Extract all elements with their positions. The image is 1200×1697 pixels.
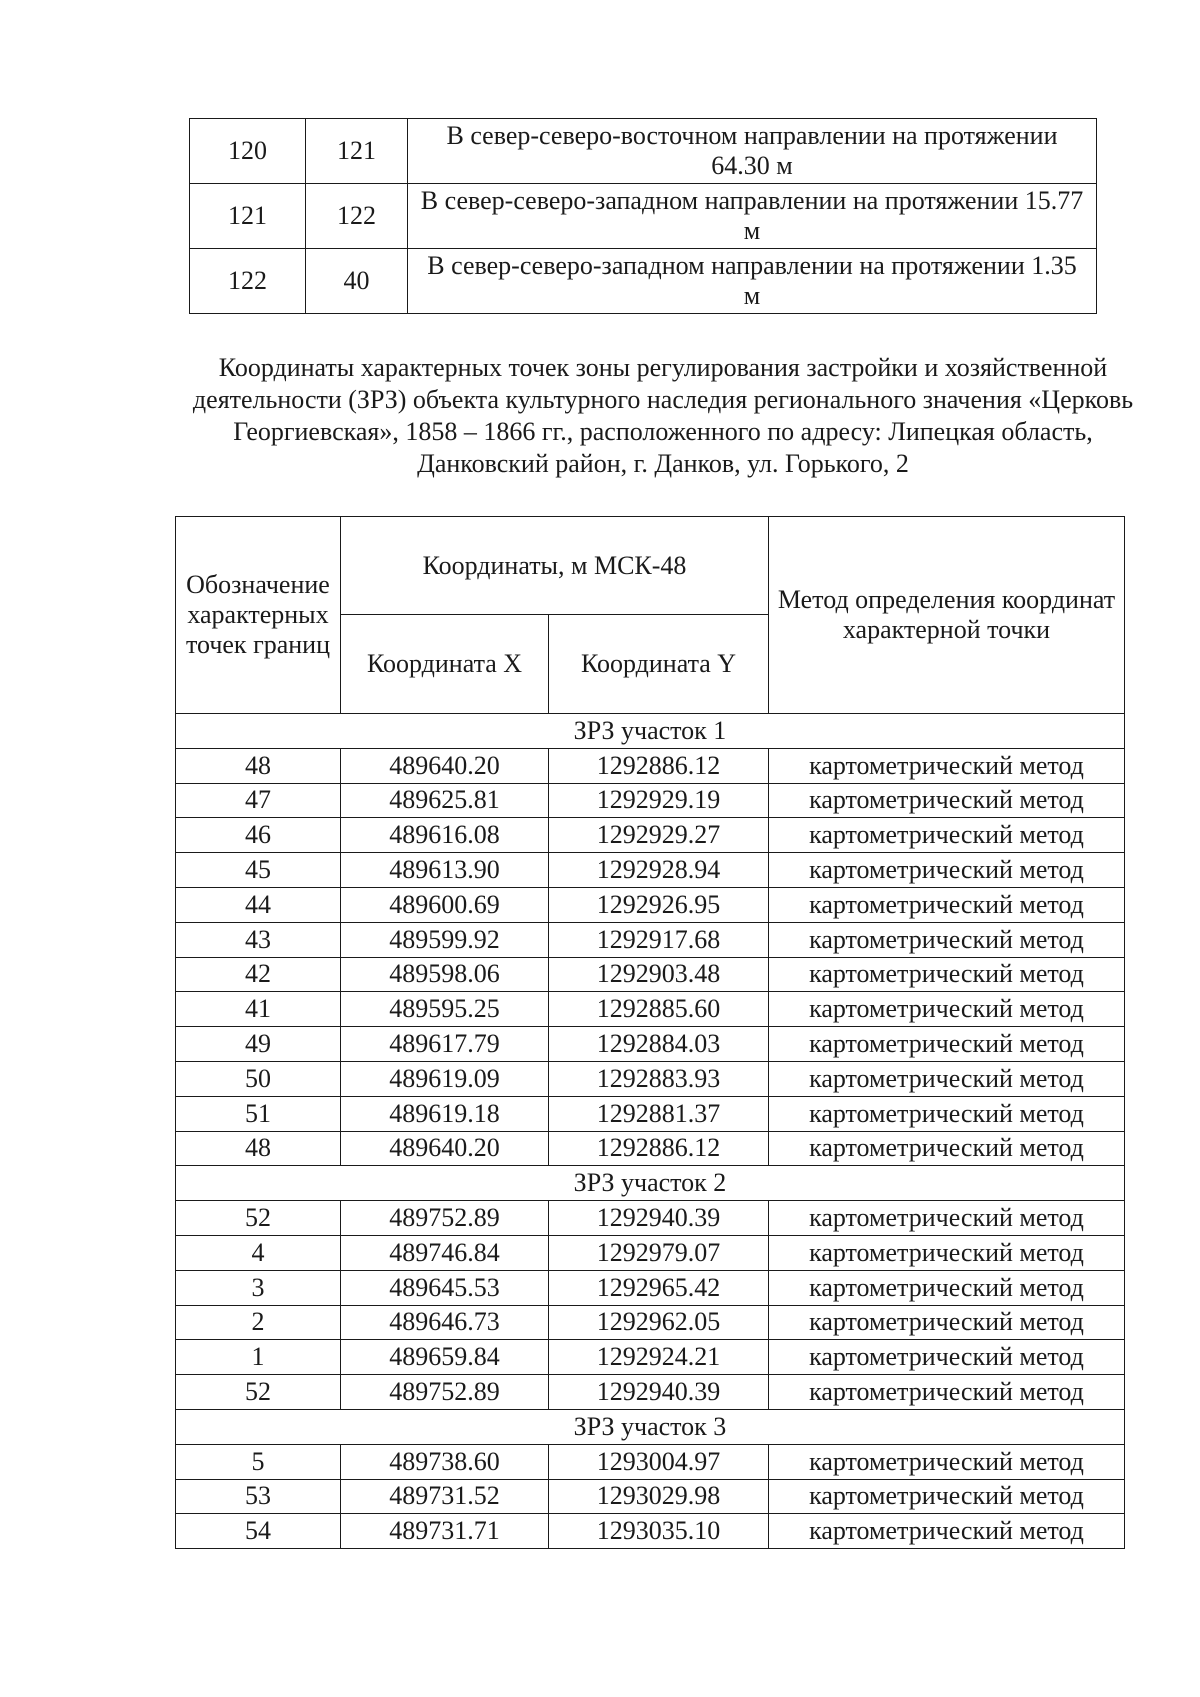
cell-method: картометрический метод [769, 1201, 1125, 1236]
cell-y: 1292884.03 [549, 1027, 769, 1062]
cell-point: 5 [176, 1444, 341, 1479]
section-row [176, 1166, 1125, 1201]
cell-y: 1292886.12 [549, 1131, 769, 1166]
cell-point: 51 [176, 1096, 341, 1131]
cell-point: 49 [176, 1027, 341, 1062]
cell-x: 489600.69 [341, 887, 549, 922]
segments-table [189, 118, 1097, 314]
cell-method: картометрический метод [769, 818, 1125, 853]
cell-x: 489646.73 [341, 1305, 549, 1340]
cell-point: 54 [176, 1514, 341, 1549]
cell-x: 489625.81 [341, 783, 549, 818]
cell-point: 45 [176, 853, 341, 888]
cell-point: 52 [176, 1201, 341, 1236]
cell-x: 489613.90 [341, 853, 549, 888]
cell-point: 48 [176, 1131, 341, 1166]
header-coords-group: Координаты, м МСК-48 [341, 517, 769, 615]
segment-from: 121 [190, 184, 306, 249]
cell-y: 1292979.07 [549, 1235, 769, 1270]
table-row [176, 818, 1125, 853]
cell-y: 1292883.93 [549, 1061, 769, 1096]
header-x: Координата X [341, 615, 549, 714]
cell-x: 489598.06 [341, 957, 549, 992]
cell-x: 489645.53 [341, 1270, 549, 1305]
table-row [176, 783, 1125, 818]
cell-point: 50 [176, 1061, 341, 1096]
cell-x: 489617.79 [341, 1027, 549, 1062]
cell-point: 48 [176, 748, 341, 783]
segment-to: 40 [306, 249, 408, 314]
cell-point: 2 [176, 1305, 341, 1340]
table-row [176, 1514, 1125, 1549]
table-row [176, 1096, 1125, 1131]
cell-y: 1292885.60 [549, 992, 769, 1027]
cell-method: картометрический метод [769, 1235, 1125, 1270]
cell-x: 489659.84 [341, 1340, 549, 1375]
cell-method: картометрический метод [769, 1375, 1125, 1410]
cell-method: картометрический метод [769, 957, 1125, 992]
cell-method: картометрический метод [769, 1340, 1125, 1375]
cell-point: 42 [176, 957, 341, 992]
cell-x: 489619.18 [341, 1096, 549, 1131]
cell-y: 1293035.10 [549, 1514, 769, 1549]
cell-method: картометрический метод [769, 887, 1125, 922]
header-point: Обозначение характерных точек границ [176, 517, 341, 714]
cell-y: 1292940.39 [549, 1375, 769, 1410]
segment-to: 122 [306, 184, 408, 249]
cell-point: 52 [176, 1375, 341, 1410]
cell-x: 489640.20 [341, 1131, 549, 1166]
document-heading: Координаты характерных точек зоны регулирования застройки и хозяйственной деятельности (ЗРЗ) объекта культурного наследия регионального значения «Церковь Георгиевская», 1858 – 1866 гг., расположенного по адресу: Липецкая область, Данковский район, г. Данков, ул. Горького, 2 [192, 353, 1134, 478]
cell-y: 1293004.97 [549, 1444, 769, 1479]
segment-description: В север-северо-западном направлении на протяжении 1.35 м [408, 249, 1097, 314]
table-row [176, 992, 1125, 1027]
cell-method: картометрический метод [769, 1514, 1125, 1549]
segment-row [190, 119, 1097, 184]
cell-y: 1292886.12 [549, 748, 769, 783]
header-method: Метод определения координат характерной точки [769, 517, 1125, 714]
cell-x: 489746.84 [341, 1235, 549, 1270]
cell-method: картометрический метод [769, 1270, 1125, 1305]
cell-x: 489599.92 [341, 922, 549, 957]
cell-y: 1293029.98 [549, 1479, 769, 1514]
segments-body [190, 119, 1097, 314]
section-row [176, 714, 1125, 749]
section-title: ЗРЗ участок 1 [176, 714, 1125, 749]
cell-y: 1292903.48 [549, 957, 769, 992]
segment-description: В север-северо-западном направлении на протяжении 15.77 м [408, 184, 1097, 249]
cell-x: 489738.60 [341, 1444, 549, 1479]
table-row [176, 1201, 1125, 1236]
cell-method: картометрический метод [769, 1096, 1125, 1131]
section-title: ЗРЗ участок 3 [176, 1409, 1125, 1444]
segment-from: 120 [190, 119, 306, 184]
cell-method: картометрический метод [769, 853, 1125, 888]
cell-y: 1292928.94 [549, 853, 769, 888]
table-row [176, 1061, 1125, 1096]
cell-x: 489619.09 [341, 1061, 549, 1096]
cell-y: 1292940.39 [549, 1201, 769, 1236]
section-row [176, 1409, 1125, 1444]
cell-y: 1292917.68 [549, 922, 769, 957]
cell-method: картометрический метод [769, 783, 1125, 818]
cell-x: 489752.89 [341, 1201, 549, 1236]
cell-point: 3 [176, 1270, 341, 1305]
section-title: ЗРЗ участок 2 [176, 1166, 1125, 1201]
cell-point: 41 [176, 992, 341, 1027]
segment-description: В север-северо-восточном направлении на протяжении 64.30 м [408, 119, 1097, 184]
cell-method: картометрический метод [769, 922, 1125, 957]
cell-x: 489731.52 [341, 1479, 549, 1514]
cell-method: картометрический метод [769, 1027, 1125, 1062]
table-row [176, 1027, 1125, 1062]
segment-from: 122 [190, 249, 306, 314]
segment-to: 121 [306, 119, 408, 184]
cell-x: 489752.89 [341, 1375, 549, 1410]
cell-y: 1292926.95 [549, 887, 769, 922]
cell-x: 489616.08 [341, 818, 549, 853]
cell-x: 489595.25 [341, 992, 549, 1027]
cell-point: 44 [176, 887, 341, 922]
cell-point: 1 [176, 1340, 341, 1375]
table-row [176, 1235, 1125, 1270]
cell-x: 489731.71 [341, 1514, 549, 1549]
cell-point: 53 [176, 1479, 341, 1514]
coordinates-table-header [176, 517, 1125, 714]
cell-point: 43 [176, 922, 341, 957]
cell-method: картометрический метод [769, 1305, 1125, 1340]
table-row [176, 1375, 1125, 1410]
cell-method: картометрический метод [769, 748, 1125, 783]
cell-method: картометрический метод [769, 992, 1125, 1027]
cell-y: 1292924.21 [549, 1340, 769, 1375]
cell-method: картометрический метод [769, 1131, 1125, 1166]
table-row [176, 1444, 1125, 1479]
table-row [176, 922, 1125, 957]
cell-method: картометрический метод [769, 1479, 1125, 1514]
table-row [176, 957, 1125, 992]
table-row [176, 1479, 1125, 1514]
cell-point: 46 [176, 818, 341, 853]
table-row [176, 1131, 1125, 1166]
cell-point: 47 [176, 783, 341, 818]
table-row [176, 853, 1125, 888]
cell-point: 4 [176, 1235, 341, 1270]
cell-method: картометрический метод [769, 1444, 1125, 1479]
cell-y: 1292929.19 [549, 783, 769, 818]
header-y: Координата Y [549, 615, 769, 714]
segment-row [190, 249, 1097, 314]
cell-method: картометрический метод [769, 1061, 1125, 1096]
table-row [176, 887, 1125, 922]
cell-y: 1292962.05 [549, 1305, 769, 1340]
segment-row [190, 184, 1097, 249]
table-row [176, 748, 1125, 783]
cell-x: 489640.20 [341, 748, 549, 783]
cell-y: 1292881.37 [549, 1096, 769, 1131]
table-row [176, 1340, 1125, 1375]
cell-y: 1292929.27 [549, 818, 769, 853]
coordinates-table [175, 516, 1125, 1549]
coordinates-table-body [176, 714, 1125, 1549]
table-row [176, 1270, 1125, 1305]
table-row [176, 1305, 1125, 1340]
cell-y: 1292965.42 [549, 1270, 769, 1305]
